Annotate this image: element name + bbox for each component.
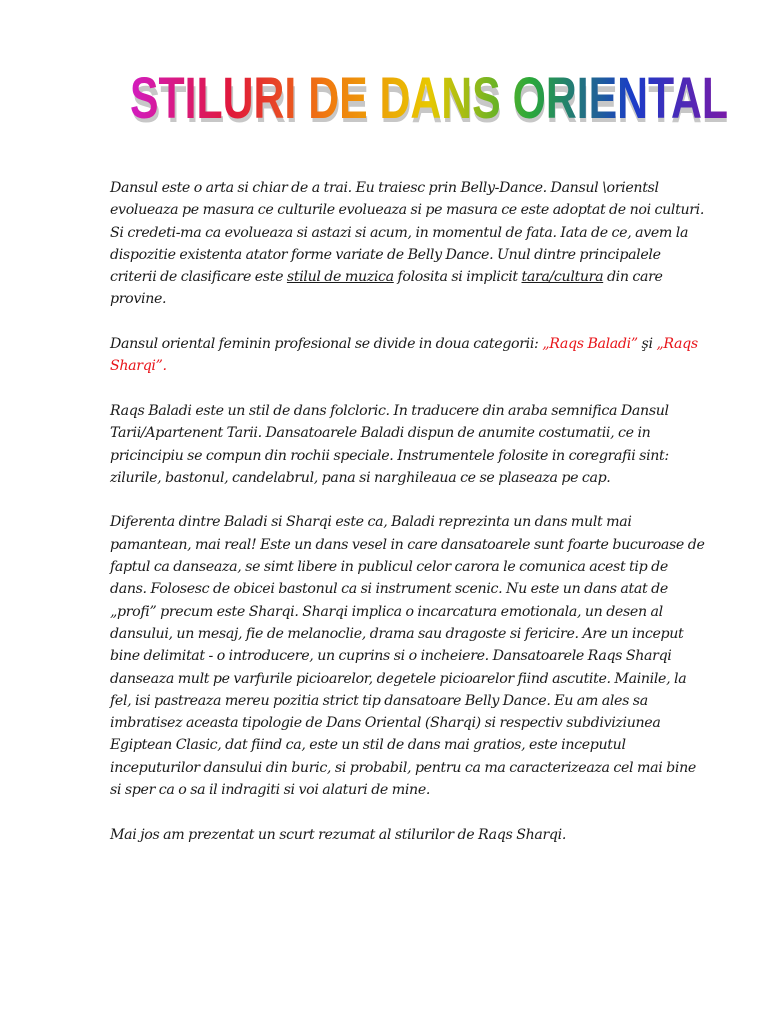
title-shadow-text: STILURI DE DANS ORIENTAL <box>132 74 729 134</box>
paragraph-summary-intro: Mai jos am prezentat un scurt rezumat al stilurilor de Raqs Sharqi. <box>110 826 566 843</box>
paragraph-intro-text-a: Dansul este o arta si chiar de a trai. Eu traiesc prin Belly-Dance. Dansul \orientsl evolueaza pe masura ce culturile evolueaza si pe masura ce este adoptat de noi culturi. Si credeti-ma ca evolueaza si astazi si acum, in momentul de fata. Iata de ce, avem la dispozitie existenta atator forme variate de Belly Dance. Unul dintre principalele criterii de clasificare este <box>110 180 705 286</box>
paragraph-categories <box>110 333 708 378</box>
paragraph-categories-text-b: şi <box>637 336 657 353</box>
paragraph-raqs-baladi: Raqs Baladi este un stil de dans folcloric. In traducere din araba semnifica Dansul Tarii/Apartenent Tarii. Dansatoarele Baladi dispun de anumite costumatii, ce in pricincipiu se compun din rochii speciale. Instrumentele folosite in coregrafii sint: zilurile, bastonul, candelabrul, pana si narghileaua ce se plaseaza pe cap. <box>110 402 669 486</box>
paragraph-categories-text-a: Dansul oriental feminin profesional se divide in doua categorii: <box>110 336 543 353</box>
document-title <box>128 62 740 142</box>
title-main-text: STILURI DE DANS ORIENTAL <box>130 66 728 131</box>
wordart-title-graphic <box>128 62 740 142</box>
paragraph-intro <box>110 177 708 311</box>
document-body <box>110 177 708 868</box>
paragraph-intro-text-c: din care provine. <box>110 269 663 308</box>
category-raqs-baladi: „Raqs Baladi” <box>542 336 638 353</box>
link-stilul-de-muzica[interactable]: stilul de muzica <box>286 269 394 286</box>
link-tara-cultura[interactable]: tara/cultura <box>521 269 604 286</box>
paragraph-baladi-vs-sharqi: Diferenta dintre Baladi si Sharqi este ca, Baladi reprezinta un dans mult mai pamantean, mai real! Este un dans vesel in care dansatoarele sunt foarte bucuroase de faptul ca danseaza, se simt libere in publicul celor carora le comunica acest tip de dans. Folosesc de obicei bastonul ca si instrument scenic. Nu este un dans atat de „profi” precum este Sharqi. Sharqi implica o incarcatura emotionala, un desen al dansului, un mesaj, fie de melanoclie, drama sau dragoste si fericire. Are un inceput bine delimitat - o introducere, un cuprins si o incheiere. Dansatoarele Raqs Sharqi danseaza mult pe varfurile picioarelor, degetele picioarelor fiind ascutite. Mainile, la fel, isi pastreaza mereu pozitia strict tip dansatoare Belly Dance. Eu am ales sa imbratisez aceasta tipologie de Dans Oriental (Sharqi) si respectiv subdiviziunea Egiptean Clasic, dat fiind ca, este un stil de dans mai gratios, este inceputul inceputurilor dansului din buric, si probabil, pentru ca ma caracterizeaza cel mai bine si sper ca o sa il indragiti si voi alaturi de mine. <box>110 514 705 799</box>
category-raqs-sharqi: „Raqs Sharqi”. <box>110 336 698 375</box>
paragraph-intro-text-b: folosita si implicit <box>393 269 522 286</box>
